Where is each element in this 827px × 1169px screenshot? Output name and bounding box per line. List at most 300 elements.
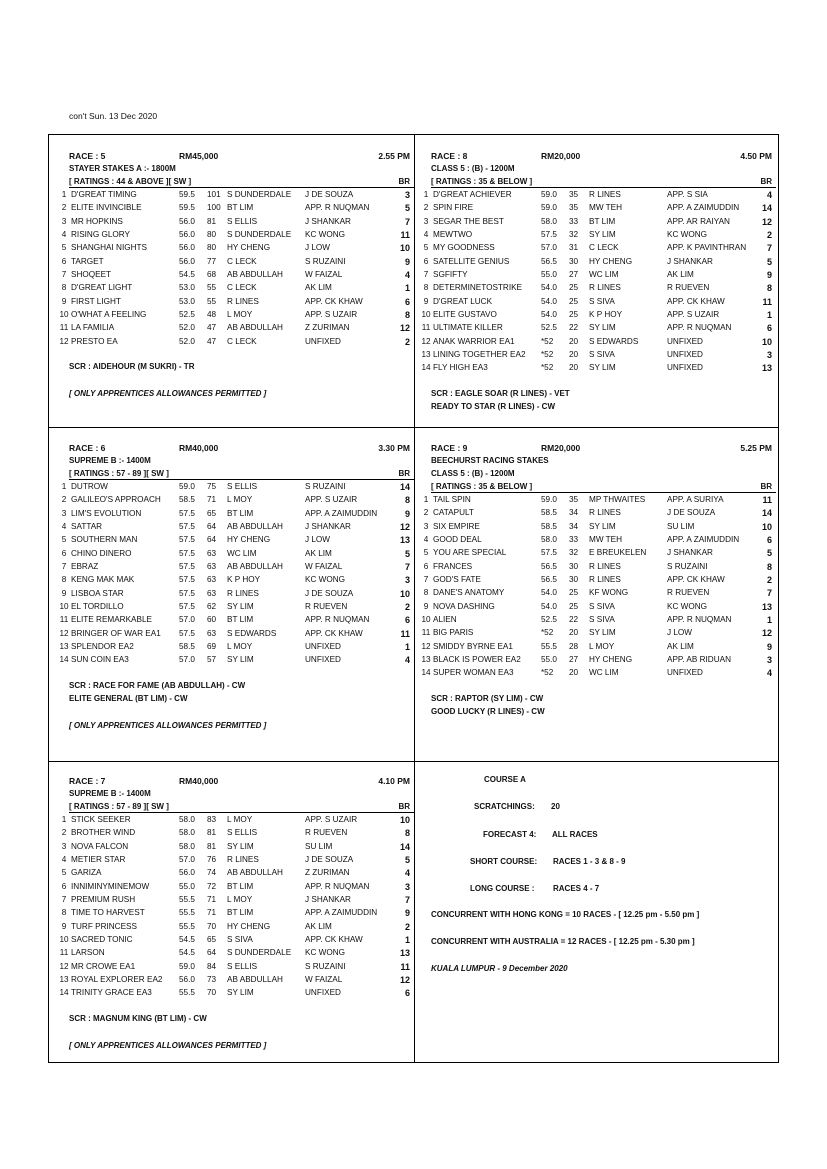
horse-name: MEWTWO bbox=[433, 230, 473, 240]
runner-row bbox=[61, 575, 414, 588]
trainer: C LECK bbox=[227, 283, 257, 293]
forecast-value: ALL RACES bbox=[552, 830, 598, 839]
horse-name: DETERMINETOSTRIKE bbox=[433, 283, 523, 293]
runner-row bbox=[61, 535, 414, 548]
race-prize: RM40,000 bbox=[179, 443, 219, 453]
barrier: 8 bbox=[404, 495, 410, 506]
barrier: 12 bbox=[761, 216, 772, 227]
rating: 47 bbox=[207, 336, 217, 346]
jockey: S RUZAINI bbox=[305, 961, 346, 971]
trainer: AB ABDULLAH bbox=[227, 868, 283, 878]
barrier: 7 bbox=[766, 243, 772, 254]
jockey: APP. A ZAIMUDDIN bbox=[305, 908, 378, 918]
spacer bbox=[69, 1002, 414, 1014]
race-header bbox=[69, 151, 414, 164]
weight: 57.5 bbox=[179, 575, 195, 585]
race-time: 4.50 PM bbox=[740, 151, 772, 161]
rating: 60 bbox=[207, 615, 217, 625]
jockey: UNFIXED bbox=[667, 363, 703, 373]
horse-name: ROYAL EXPLORER EA2 bbox=[71, 975, 163, 985]
trainer: WC LIM bbox=[589, 668, 619, 678]
runner-row bbox=[423, 256, 776, 270]
trainer: SY LIM bbox=[589, 363, 616, 373]
jockey: J LOW bbox=[305, 535, 331, 545]
jockey: APP. AR RAIYAN bbox=[667, 216, 730, 226]
trainer: L MOY bbox=[227, 310, 253, 320]
rating: 72 bbox=[207, 881, 217, 891]
rating: 55 bbox=[207, 296, 217, 306]
runner-number: 11 bbox=[59, 948, 69, 958]
trainer: L MOY bbox=[227, 815, 253, 824]
jockey: APP. S UZAIR bbox=[305, 310, 358, 320]
runner-number: 2 bbox=[61, 203, 67, 213]
runner-row bbox=[421, 655, 776, 668]
jockey: APP. CK KHAW bbox=[305, 935, 363, 945]
spacer bbox=[69, 1027, 414, 1041]
rating: 101 bbox=[207, 190, 221, 199]
race-subtitle: CLASS 5 : (B) - 1200M bbox=[431, 164, 515, 173]
jockey: AK LIM bbox=[305, 548, 332, 558]
jockey: UNFIXED bbox=[305, 336, 341, 346]
runner-row bbox=[59, 602, 414, 615]
barrier: 9 bbox=[766, 270, 772, 281]
barrier: 14 bbox=[399, 841, 410, 852]
runner-number: 11 bbox=[59, 323, 69, 333]
course-label: COURSE A bbox=[484, 775, 526, 784]
runner-number: 1 bbox=[61, 190, 67, 199]
race-time: 4.10 PM bbox=[378, 776, 410, 786]
horse-name: LINING TOGETHER EA2 bbox=[433, 350, 526, 360]
trainer: S EDWARDS bbox=[227, 628, 277, 638]
weight: 54.0 bbox=[541, 296, 557, 306]
runner-row bbox=[423, 495, 776, 508]
runner-row bbox=[421, 350, 776, 363]
barrier: 3 bbox=[766, 655, 772, 666]
race-card-grid bbox=[48, 134, 779, 1063]
horse-name: METIER STAR bbox=[71, 855, 126, 865]
barrier: 6 bbox=[404, 615, 410, 626]
horse-name: SGFIFTY bbox=[433, 270, 468, 280]
weight: 59.0 bbox=[541, 495, 557, 504]
runner-number: 13 bbox=[59, 975, 69, 985]
runner-row bbox=[61, 482, 414, 495]
horse-name: D'GREAT ACHIEVER bbox=[433, 190, 512, 199]
rating: 32 bbox=[569, 548, 579, 558]
weight: 56.0 bbox=[179, 216, 195, 226]
barrier: 11 bbox=[400, 961, 410, 972]
horse-name: PREMIUM RUSH bbox=[71, 895, 136, 905]
race-card-race-9 bbox=[421, 443, 776, 720]
apprentice-allowance-note: [ ONLY APPRENTICES ALLOWANCES PERMITTED ] bbox=[69, 389, 267, 399]
barrier: 12 bbox=[761, 628, 772, 639]
weight: 58.5 bbox=[179, 495, 195, 505]
ratings-underline bbox=[431, 187, 776, 188]
rating: 25 bbox=[569, 296, 579, 306]
trainer: AB ABDULLAH bbox=[227, 562, 283, 572]
jockey: APP. R NUQMAN bbox=[305, 615, 370, 625]
rating: 22 bbox=[569, 615, 579, 625]
trainer: C LECK bbox=[227, 256, 257, 266]
runner-row bbox=[423, 508, 776, 521]
jockey: J LOW bbox=[305, 243, 331, 253]
trainer: HY CHENG bbox=[227, 243, 271, 253]
rating: 30 bbox=[569, 575, 579, 585]
rating: 64 bbox=[207, 535, 217, 545]
jockey: APP. CK KHAW bbox=[305, 296, 363, 306]
barrier: 7 bbox=[404, 895, 410, 906]
weight: 56.5 bbox=[541, 256, 557, 266]
jockey: R RUEVEN bbox=[305, 828, 348, 838]
barrier: 4 bbox=[766, 668, 772, 679]
runner-row bbox=[423, 190, 776, 203]
jockey: SU LIM bbox=[305, 841, 333, 851]
jockey: R RUEVEN bbox=[305, 602, 348, 612]
horse-name: SPLENDOR EA2 bbox=[71, 642, 134, 652]
trainer: R LINES bbox=[589, 508, 621, 518]
rating: 80 bbox=[207, 230, 217, 240]
rating: 31 bbox=[569, 243, 579, 253]
trainer: S ELLIS bbox=[227, 961, 258, 971]
rating: 81 bbox=[207, 828, 217, 838]
barrier: 10 bbox=[761, 336, 772, 347]
concurrent-hong-kong: CONCURRENT WITH HONG KONG = 10 RACES - [ 12.25 pm - 5.50 pm ] bbox=[431, 910, 700, 919]
runner-row bbox=[423, 296, 776, 310]
jockey: SU LIM bbox=[667, 521, 695, 531]
horse-name: FRANCES bbox=[433, 561, 473, 571]
race-prize: RM40,000 bbox=[179, 776, 219, 786]
runner-row bbox=[59, 988, 414, 1001]
runner-number: 4 bbox=[61, 230, 67, 240]
horse-name: BROTHER WIND bbox=[71, 828, 136, 838]
ratings-line bbox=[431, 177, 776, 190]
barrier: 3 bbox=[404, 881, 410, 892]
runner-number: 9 bbox=[423, 601, 429, 611]
barrier: 1 bbox=[404, 935, 410, 946]
barrier: 13 bbox=[761, 601, 772, 612]
horse-name: EL TORDILLO bbox=[71, 602, 124, 612]
runner-number: 10 bbox=[421, 615, 431, 625]
trainer: S ELLIS bbox=[227, 216, 258, 226]
runner-row bbox=[59, 323, 414, 336]
weight: 56.0 bbox=[179, 256, 195, 266]
weight: 58.0 bbox=[179, 828, 195, 838]
weight: 58.0 bbox=[179, 841, 195, 851]
runner-number: 13 bbox=[59, 642, 69, 652]
runner-number: 4 bbox=[61, 855, 67, 865]
horse-name: BLACK IS POWER EA2 bbox=[433, 655, 521, 665]
runner-number: 5 bbox=[423, 243, 429, 253]
runner-row bbox=[59, 961, 414, 975]
scratching-note: SCR : AIDEHOUR (M SUKRI) - TR bbox=[69, 362, 195, 372]
runner-number: 2 bbox=[423, 508, 429, 518]
horse-name: TURF PRINCESS bbox=[71, 921, 137, 931]
trainer: R LINES bbox=[227, 855, 259, 865]
trainer: R LINES bbox=[227, 296, 259, 306]
runner-row bbox=[61, 522, 414, 535]
runner-row bbox=[423, 601, 776, 615]
barrier: 6 bbox=[766, 535, 772, 546]
barrier: 7 bbox=[766, 588, 772, 599]
weight: *52 bbox=[541, 336, 554, 346]
rating: 80 bbox=[207, 243, 217, 253]
jockey: J SHANKAR bbox=[305, 895, 351, 905]
barrier: 2 bbox=[404, 921, 410, 932]
jockey: S RUZAINI bbox=[305, 482, 346, 491]
horse-name: SOUTHERN MAN bbox=[71, 535, 138, 545]
runner-row bbox=[59, 655, 414, 668]
runner-number: 10 bbox=[59, 310, 69, 320]
race-subtitle: STAYER STAKES A :- 1800M bbox=[69, 164, 176, 173]
ratings-underline bbox=[69, 812, 414, 813]
weight: 55.5 bbox=[179, 988, 195, 998]
barrier: 12 bbox=[399, 522, 410, 533]
rating: 70 bbox=[207, 988, 217, 998]
runner-number: 8 bbox=[423, 283, 429, 293]
race-card-race-8 bbox=[421, 151, 776, 415]
horse-name: MR HOPKINS bbox=[71, 216, 123, 226]
runner-number: 7 bbox=[423, 270, 429, 280]
barrier: 10 bbox=[399, 588, 410, 599]
barrier: 13 bbox=[399, 948, 410, 959]
trainer: C LECK bbox=[227, 336, 257, 346]
jockey: J SHANKAR bbox=[667, 256, 713, 266]
trainer: K P HOY bbox=[589, 310, 623, 320]
barrier: 4 bbox=[404, 655, 410, 666]
weight: 57.5 bbox=[179, 562, 195, 572]
weight: 54.0 bbox=[541, 283, 557, 293]
horse-name: FLY HIGH EA3 bbox=[433, 363, 488, 373]
trainer: WC LIM bbox=[227, 548, 257, 558]
horse-name: SACRED TONIC bbox=[71, 935, 133, 945]
runner-row bbox=[423, 230, 776, 243]
barrier: 3 bbox=[404, 575, 410, 586]
trainer: L MOY bbox=[227, 642, 253, 652]
weight: 52.0 bbox=[179, 336, 195, 346]
horse-name: ELITE INVINCIBLE bbox=[71, 203, 142, 213]
runner-number: 9 bbox=[61, 921, 67, 931]
weight: 55.5 bbox=[179, 921, 195, 931]
runner-row bbox=[61, 908, 414, 921]
trainer: L MOY bbox=[589, 641, 615, 651]
race-header bbox=[431, 443, 776, 456]
runner-row bbox=[59, 615, 414, 628]
trainer: AB ABDULLAH bbox=[227, 323, 283, 333]
ratings-text: [ RATINGS : 44 & ABOVE ][ SW ] bbox=[69, 177, 192, 186]
runner-number: 1 bbox=[61, 482, 67, 491]
barrier: 7 bbox=[404, 216, 410, 227]
rating: 20 bbox=[569, 363, 579, 373]
short-course-label: SHORT COURSE: bbox=[470, 857, 538, 866]
runner-row bbox=[423, 588, 776, 601]
weight: 57.5 bbox=[179, 522, 195, 532]
rating: 73 bbox=[207, 975, 217, 985]
weight: 54.5 bbox=[179, 948, 195, 958]
scratching-note: SCR : EAGLE SOAR (R LINES) - VET bbox=[431, 388, 570, 398]
short-course-value: RACES 1 - 3 & 8 - 9 bbox=[553, 857, 626, 866]
horse-name: TRINITY GRACE EA3 bbox=[71, 988, 152, 998]
runner-number: 12 bbox=[59, 628, 69, 638]
runner-row bbox=[61, 283, 414, 296]
barrier: 8 bbox=[404, 828, 410, 839]
horse-name: LIM'S EVOLUTION bbox=[71, 508, 142, 518]
horse-name: TIME TO HARVEST bbox=[71, 908, 145, 918]
runner-row bbox=[423, 216, 776, 230]
runner-number: 9 bbox=[61, 588, 67, 598]
rating: 100 bbox=[207, 203, 221, 213]
jockey: APP. R NUQMAN bbox=[305, 203, 370, 213]
weight: 57.5 bbox=[541, 230, 557, 240]
trainer: SY LIM bbox=[227, 602, 254, 612]
weight: 52.0 bbox=[179, 323, 195, 333]
barrier: 11 bbox=[762, 296, 772, 307]
runner-row bbox=[421, 668, 776, 681]
rating: 35 bbox=[569, 203, 579, 213]
runner-row bbox=[423, 203, 776, 216]
spacer bbox=[69, 669, 414, 681]
trainer: S SIVA bbox=[589, 601, 615, 611]
jockey: J DE SOUZA bbox=[305, 190, 354, 199]
runner-number: 2 bbox=[423, 203, 429, 213]
runner-number: 6 bbox=[61, 548, 67, 558]
runner-number: 8 bbox=[423, 588, 429, 598]
rating: 76 bbox=[207, 855, 217, 865]
barrier: 12 bbox=[399, 323, 410, 334]
barrier: 5 bbox=[766, 548, 772, 559]
column-divider bbox=[414, 135, 415, 1062]
horse-name: TARGET bbox=[71, 256, 104, 266]
trainer: SY LIM bbox=[227, 841, 254, 851]
runner-number: 2 bbox=[61, 828, 67, 838]
runner-number: 1 bbox=[423, 190, 429, 199]
horse-name: SMIDDY BYRNE EA1 bbox=[433, 641, 513, 651]
runner-row bbox=[423, 561, 776, 575]
page-header-date: con't Sun. 13 Dec 2020 bbox=[69, 111, 158, 121]
runner-number: 7 bbox=[61, 562, 67, 572]
barrier: 6 bbox=[404, 296, 410, 307]
weight: 59.0 bbox=[179, 482, 195, 491]
barrier: 10 bbox=[399, 243, 410, 254]
jockey: W FAIZAL bbox=[305, 270, 343, 280]
trainer: MW TEH bbox=[589, 203, 623, 213]
barrier-column-label: BR bbox=[398, 469, 410, 478]
trainer: BT LIM bbox=[589, 216, 616, 226]
race-time: 5.25 PM bbox=[740, 443, 772, 453]
weight: 54.0 bbox=[541, 601, 557, 611]
horse-name: D'GREAT LUCK bbox=[433, 296, 493, 306]
race-header bbox=[431, 151, 776, 164]
barrier: 6 bbox=[404, 988, 410, 999]
runner-number: 13 bbox=[421, 655, 431, 665]
barrier: 1 bbox=[404, 642, 410, 653]
barrier: 11 bbox=[400, 628, 410, 639]
scratching-note: READY TO STAR (R LINES) - CW bbox=[431, 401, 555, 411]
trainer: MP THWAITES bbox=[589, 495, 646, 504]
runner-number: 14 bbox=[59, 988, 69, 998]
rating: 34 bbox=[569, 521, 579, 531]
weight: 59.0 bbox=[179, 961, 195, 971]
runner-row bbox=[421, 310, 776, 323]
jockey: KC WONG bbox=[667, 230, 708, 240]
trainer: AB ABDULLAH bbox=[227, 522, 283, 532]
trainer: HY CHENG bbox=[589, 256, 633, 266]
runner-row bbox=[61, 230, 414, 243]
rating: 27 bbox=[569, 655, 579, 665]
race-number: RACE : 7 bbox=[69, 776, 106, 786]
runner-number: 5 bbox=[61, 243, 67, 253]
trainer: BT LIM bbox=[227, 508, 254, 518]
race-prize: RM20,000 bbox=[541, 151, 581, 161]
barrier: 8 bbox=[766, 283, 772, 294]
race-card-race-6 bbox=[59, 443, 414, 730]
jockey: W FAIZAL bbox=[305, 975, 343, 985]
jockey: KC WONG bbox=[305, 948, 346, 958]
barrier: 1 bbox=[766, 615, 772, 626]
rating: 33 bbox=[569, 216, 579, 226]
weight: 54.5 bbox=[179, 270, 195, 280]
rating: 25 bbox=[569, 283, 579, 293]
apprentice-allowance-note: [ ONLY APPRENTICES ALLOWANCES PERMITTED ] bbox=[69, 1040, 267, 1050]
jockey: KC WONG bbox=[305, 575, 346, 585]
runner-row bbox=[61, 548, 414, 562]
horse-name: NOVA DASHING bbox=[433, 601, 495, 611]
barrier-column-label: BR bbox=[760, 177, 772, 186]
barrier: 1 bbox=[404, 283, 410, 294]
horse-name: O'WHAT A FEELING bbox=[71, 310, 147, 320]
trainer: SY LIM bbox=[227, 655, 254, 665]
rating: 28 bbox=[569, 641, 579, 651]
weight: 57.0 bbox=[541, 243, 557, 253]
barrier: 2 bbox=[766, 230, 772, 241]
weight: 58.5 bbox=[541, 508, 557, 518]
trainer: S ELLIS bbox=[227, 828, 258, 838]
weight: 57.5 bbox=[541, 548, 557, 558]
runner-row bbox=[61, 270, 414, 283]
trainer: BT LIM bbox=[227, 908, 254, 918]
runner-number: 8 bbox=[61, 283, 67, 293]
horse-name: DUTROW bbox=[71, 482, 108, 491]
runner-row bbox=[59, 975, 414, 988]
weight: 57.0 bbox=[179, 615, 195, 625]
scratching-note: ELITE GENERAL (BT LIM) - CW bbox=[69, 693, 188, 703]
horse-name: ULTIMATE KILLER bbox=[433, 323, 503, 333]
runner-number: 8 bbox=[61, 908, 67, 918]
horse-name: LARSON bbox=[71, 948, 105, 958]
scratching-note: GOOD LUCKY (R LINES) - CW bbox=[431, 706, 545, 716]
barrier: 10 bbox=[399, 815, 410, 825]
runner-number: 3 bbox=[423, 521, 429, 531]
weight: 57.5 bbox=[179, 588, 195, 598]
jockey: APP. R NUQMAN bbox=[667, 323, 732, 333]
runner-row bbox=[61, 256, 414, 270]
horse-name: SHANGHAI NIGHTS bbox=[71, 243, 147, 253]
rating: 75 bbox=[207, 482, 217, 491]
runner-number: 14 bbox=[421, 668, 431, 678]
jockey: UNFIXED bbox=[305, 655, 341, 665]
horse-name: D'GREAT TIMING bbox=[71, 190, 137, 199]
runner-row bbox=[59, 935, 414, 948]
jockey: APP. CK KHAW bbox=[667, 296, 725, 306]
weight: 59.5 bbox=[179, 190, 195, 199]
race-time: 3.30 PM bbox=[378, 443, 410, 453]
long-course-label: LONG COURSE : bbox=[470, 884, 535, 893]
horse-name: CHINO DINERO bbox=[71, 548, 132, 558]
jockey: AK LIM bbox=[305, 921, 332, 931]
race-prize: RM45,000 bbox=[179, 151, 219, 161]
rating: 63 bbox=[207, 562, 217, 572]
runner-number: 12 bbox=[59, 336, 69, 346]
weight: 53.0 bbox=[179, 283, 195, 293]
runner-row bbox=[423, 270, 776, 283]
